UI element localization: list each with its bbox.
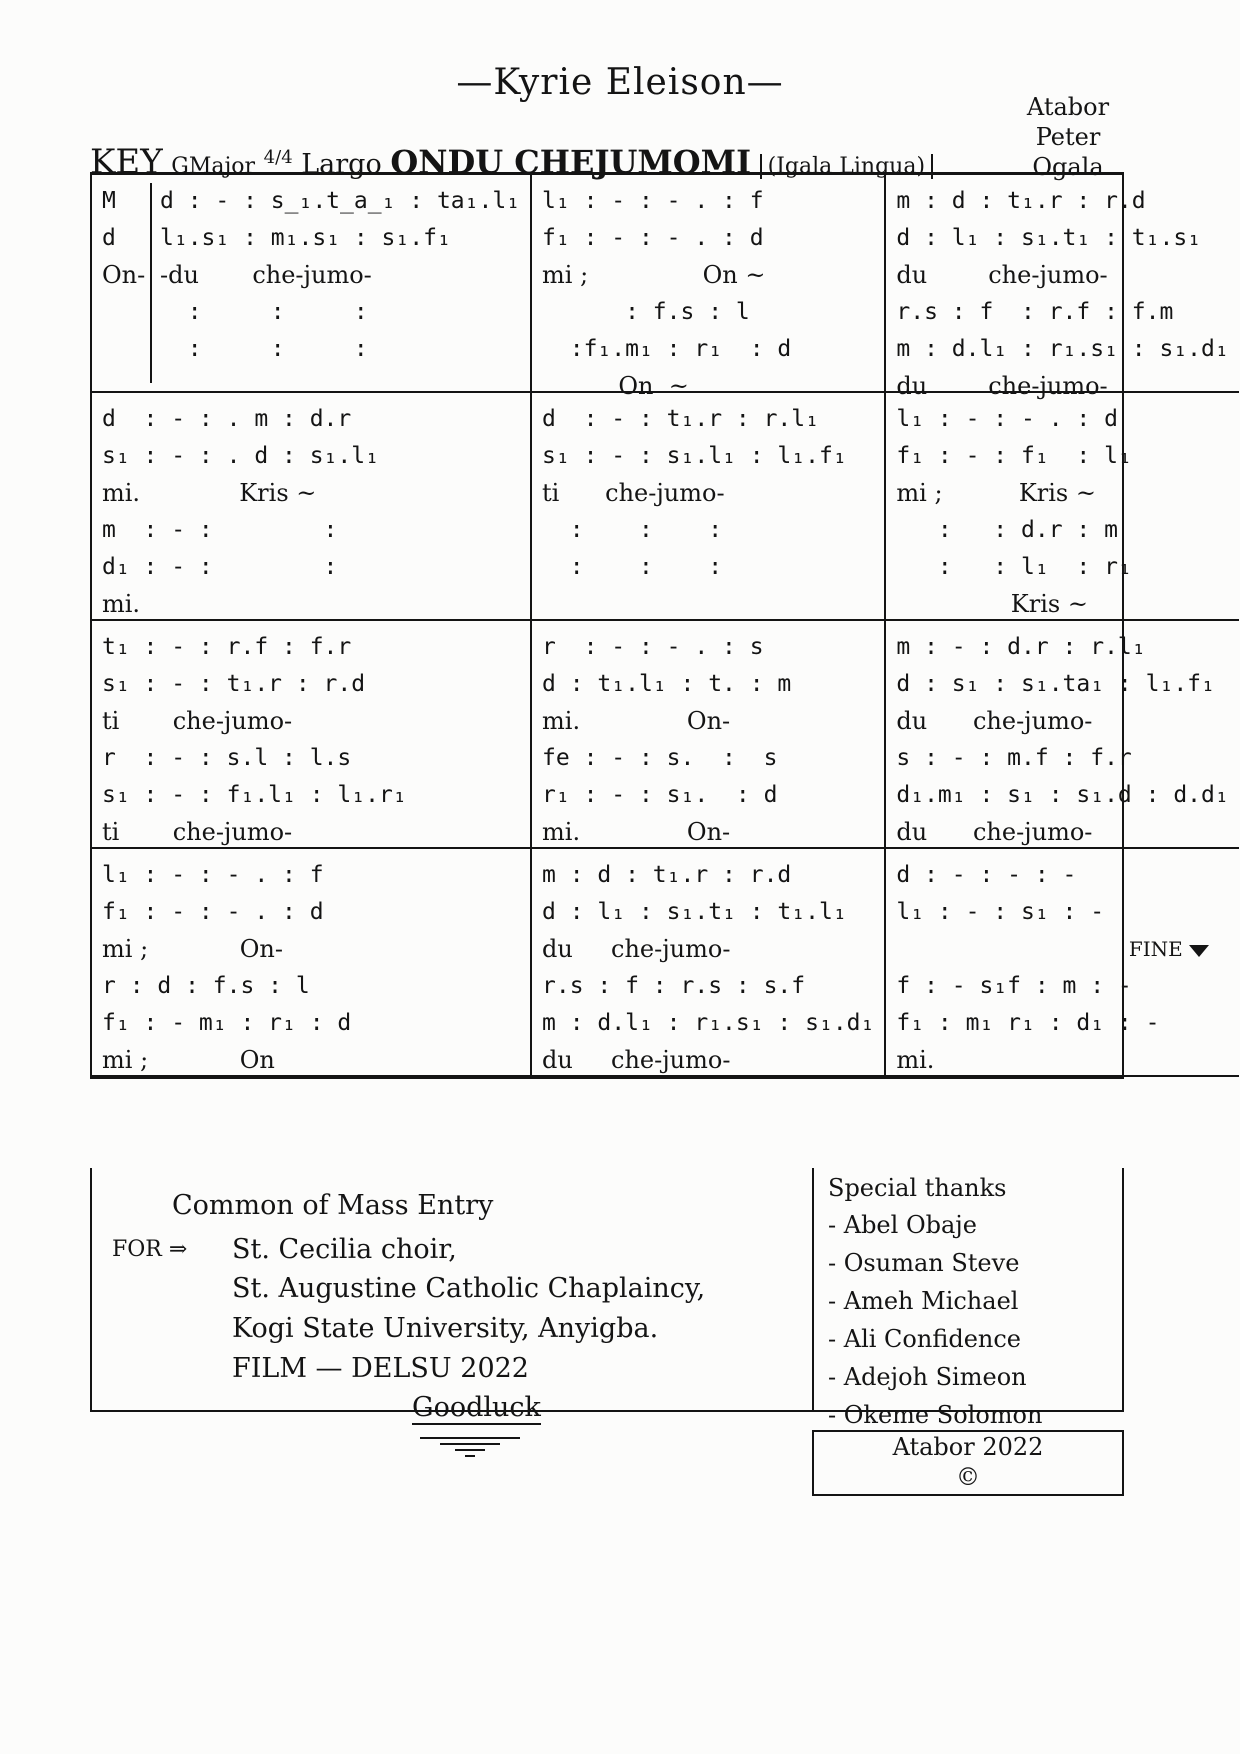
solfa-line: s₁ : - : t₁.r : r.d	[102, 671, 366, 697]
solfa-line: : f.s : l	[542, 299, 750, 325]
solfa-line: d : - : s̲₁.t̲a̲₁ : ta₁.l₁	[160, 188, 521, 214]
lyric-line: mi.	[102, 590, 141, 618]
voice-labels	[92, 183, 152, 383]
solfa-line: f₁ : m₁ r₁ : d₁ : -	[896, 1010, 1160, 1036]
solfa-line: m : d.l₁ : r₁.s₁ : s₁.d₁	[896, 336, 1229, 362]
solfa-line: l₁.s₁ : m₁.s₁ : s₁.f₁	[160, 225, 451, 251]
solfa-line: : : d.r : m	[896, 517, 1118, 543]
score-cell	[886, 393, 1238, 621]
solfa-line: : : :	[542, 517, 723, 543]
lyric-line: mi. On-	[542, 818, 731, 846]
composer-name	[988, 92, 1148, 182]
lyric-line: du che-jumo-	[896, 707, 1093, 735]
mass-part-label: Common of Mass Entry	[172, 1190, 494, 1221]
piece-title: ONDU CHEJUMOMI	[390, 143, 752, 181]
lyric-line: ti che-jumo-	[542, 479, 725, 507]
lyric-line: mi. On-	[542, 707, 731, 735]
solfa-line: d : - : - : -	[896, 862, 1077, 888]
key-label: KEY	[90, 142, 163, 182]
dedication-line: St. Cecilia choir,	[232, 1234, 457, 1265]
score-cell	[532, 849, 886, 1077]
solfa-line: r : - : - . : s	[542, 634, 764, 660]
solfa-line: : : :	[542, 554, 723, 580]
lyric-line: du che-jumo-	[542, 935, 731, 963]
dedication-line: St. Augustine Catholic Chaplaincy,	[232, 1273, 706, 1304]
solfa-line: l₁ : - : s₁ : -	[896, 899, 1105, 925]
solfa-line: : : :	[160, 299, 368, 325]
time-signature: 4/4	[263, 147, 293, 168]
song-title: —Kyrie Eleison—	[456, 62, 784, 103]
solfa-line: f₁ : - : - . : d	[102, 899, 324, 925]
for-label: FOR ⇒	[112, 1237, 188, 1262]
solfa-line: r.s : f : r.s : s.f	[542, 973, 806, 999]
score-cell	[532, 393, 886, 621]
composer-line: Atabor	[1026, 93, 1110, 121]
language-label: (Igala Lingua)	[760, 154, 933, 179]
composer-line: Ogala	[1032, 153, 1104, 181]
score-cell	[92, 393, 532, 621]
solfa-line: s₁ : - : s₁.l₁ : l₁.f₁	[542, 443, 847, 469]
lyric-line: ti che-jumo-	[102, 818, 293, 846]
solfa-line: m : d.l₁ : r₁.s₁ : s₁.d₁	[542, 1010, 875, 1036]
thanks-name: - Abel Obaje	[828, 1211, 977, 1239]
dedication-line: Kogi State University, Anyigba.	[232, 1313, 659, 1344]
solfa-line: m : - : d.r : r.l₁	[896, 634, 1146, 660]
score-cell	[886, 175, 1238, 400]
solfa-line: s₁ : - : . d : s₁.l₁	[102, 443, 379, 469]
solfa-line: r : d : f.s : l	[102, 973, 310, 999]
solfa-line: r₁ : - : s₁. : d	[542, 782, 778, 808]
solfa-line: m : - : :	[102, 517, 338, 543]
copyright-text: Atabor 2022	[892, 1433, 1044, 1461]
lyric-line: du che-jumo-	[896, 372, 1108, 400]
solfa-line: l₁ : - : - . : f	[102, 862, 324, 888]
score-cell	[92, 621, 532, 849]
solfa-line: d : - : t₁.r : r.l₁	[542, 406, 819, 432]
solfa-line: d : - : . m : d.r	[102, 406, 352, 432]
key-name: GMajor	[171, 154, 256, 179]
tempo-marking: Largo	[301, 149, 382, 180]
score-cell	[532, 621, 886, 849]
solfa-line: f₁ : - : f₁ : l₁	[896, 443, 1132, 469]
solfa-line: m : d : t₁.r : r.d	[542, 862, 792, 888]
composer-line: Peter	[1035, 123, 1101, 151]
lyric-line: mi ; On ~	[542, 261, 766, 289]
solfa-line: d₁ : - : :	[102, 554, 338, 580]
lyric-line: mi ; On-	[102, 935, 283, 963]
solfa-line: d : t₁.l₁ : t. : m	[542, 671, 792, 697]
voice-label: On-	[102, 261, 146, 289]
fine-marking	[896, 931, 1228, 968]
goodluck-text: Goodluck	[412, 1392, 541, 1423]
score-cell	[92, 849, 532, 1077]
lyric-line: ti che-jumo-	[102, 707, 293, 735]
voice-label: M	[102, 188, 116, 214]
solfa-line: l₁ : - : - . : d	[896, 406, 1118, 432]
fine-triangle-icon	[1189, 945, 1209, 957]
copyright-box	[812, 1430, 1124, 1496]
solfa-line: t₁ : - : r.f : f.r	[102, 634, 352, 660]
solfa-line: s : - : m.f : f.r	[896, 745, 1132, 771]
lyric-line: mi.	[896, 1046, 935, 1074]
solfa-line: : : l₁ : r₁	[896, 554, 1132, 580]
score-cell	[92, 175, 532, 393]
thanks-name: - Ali Confidence	[828, 1325, 1021, 1353]
dedication-line: FILM — DELSU 2022	[232, 1353, 529, 1384]
solfa-line: f₁ : - m₁ : r₁ : d	[102, 1010, 352, 1036]
thanks-name: - Osuman Steve	[828, 1249, 1020, 1277]
lyric-line: du che-jumo-	[542, 1046, 731, 1074]
solfa-line: d₁.m₁ : s₁ : s₁.d : d.d₁	[896, 782, 1229, 808]
solfa-line: r.s : f : r.f : f.m	[896, 299, 1174, 325]
solfa-line: d : s₁ : s₁.ta₁ : l₁.f₁	[896, 671, 1215, 697]
solfa-line: r : - : s.l : l.s	[102, 745, 352, 771]
solfa-line: d : l₁ : s₁.t₁ : t₁.s₁	[896, 225, 1202, 251]
solfa-line: s₁ : - : f₁.l₁ : l₁.r₁	[102, 782, 407, 808]
solfa-line: m : d : t₁.r : r.d	[896, 188, 1146, 214]
solfa-line: f₁ : - : - . : d	[542, 225, 764, 251]
lyric-line: Kris ~	[896, 590, 1088, 618]
lyric-line: -du che-jumo-	[160, 261, 372, 289]
thanks-panel	[812, 1168, 1122, 1491]
score-cell	[532, 175, 886, 400]
lyric-line: mi ; On	[102, 1046, 275, 1074]
lyric-line: On ~	[542, 372, 689, 400]
thanks-name: - Okeme Solomon	[828, 1401, 1043, 1429]
score-cell	[886, 621, 1238, 849]
lyric-line: du che-jumo-	[896, 261, 1108, 289]
credits-panel	[92, 1168, 812, 1423]
flourish-icon	[420, 1436, 520, 1458]
fine-label: FINE	[1128, 937, 1183, 961]
thanks-title: Special thanks	[828, 1174, 1007, 1202]
solfa-line: l₁ : - : - . : f	[542, 188, 764, 214]
solfa-line: f : - s₁f : m : -	[896, 973, 1132, 999]
solfa-line: d : l₁ : s₁.t₁ : t₁.l₁	[542, 899, 847, 925]
solfa-line: : : :	[160, 336, 368, 362]
lyric-line: mi. Kris ~	[102, 479, 317, 507]
thanks-name: - Adejoh Simeon	[828, 1363, 1027, 1391]
solfa-line: :f₁.m₁ : r₁ : d	[542, 336, 792, 362]
copyright-icon: ©	[956, 1463, 980, 1491]
thanks-name: - Ameh Michael	[828, 1287, 1019, 1315]
solfa-score	[90, 172, 1229, 1079]
solfa-line: fe : - : s. : s	[542, 745, 778, 771]
lyric-line: mi ; Kris ~	[896, 479, 1096, 507]
voice-label: d	[102, 225, 116, 251]
lyric-line: du che-jumo-	[896, 818, 1093, 846]
score-cell	[886, 849, 1238, 1077]
footer-box	[90, 1168, 1124, 1491]
